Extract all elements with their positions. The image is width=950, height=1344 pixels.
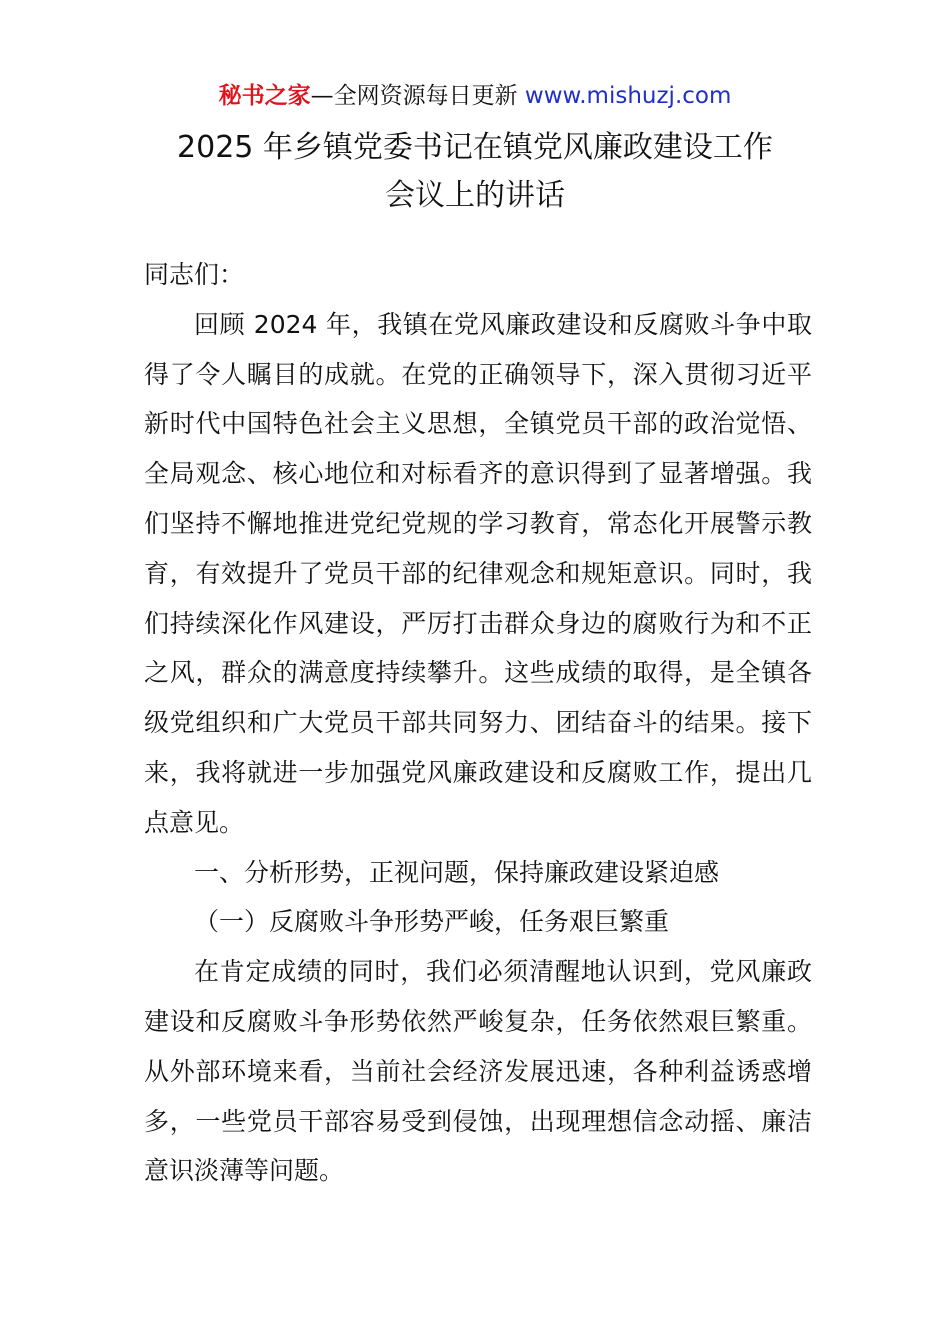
subsection-heading: （一）反腐败斗争形势严峻，任务艰巨繁重 [194, 907, 670, 937]
site-url[interactable]: www.mishuzj.com [524, 83, 732, 109]
brand-name: 秘书之家 [218, 83, 311, 109]
paragraph-situation: 在肯定成绩的同时，我们必须清醒地认识到，党风廉政建设和反腐败斗争形势依然严峻复杂，任务依然艰巨繁重。从外部环境来看，当前社会经济发展迅速，各种利益诱惑增多，一些党员干部容易受到侵蚀，出现理想信念动摇、廉洁意识淡薄等问题。 [144, 957, 812, 1186]
site-banner [0, 80, 950, 112]
document-body [144, 250, 812, 1196]
title-line-2: 会议上的讲话 [385, 178, 565, 213]
document-title [0, 124, 950, 220]
paragraph-intro: 回顾 2024 年，我镇在党风廉政建设和反腐败斗争中取得了令人瞩目的成就。在党的正确领导下，深入贯彻习近平新时代中国特色社会主义思想，全镇党员干部的政治觉悟、全局观念、核心地位和对标看齐的意识得到了显著增强。我们坚持不懈地推进党纪党规的学习教育，常态化开展警示教育，有效提升了党员干部的纪律观念和规矩意识。同时，我们持续深化作风建设，严厉打击群众身边的腐败行为和不正之风，群众的满意度持续攀升。这些成绩的取得，是全镇各级党组织和广大党员干部共同努力、团结奋斗的结果。接下来，我将就进一步加强党风廉政建设和反腐败工作，提出几点意见。 [144, 309, 812, 837]
greeting: 同志们： [144, 260, 245, 289]
title-line-1: 2025 年乡镇党委书记在镇党风廉政建设工作 [177, 130, 773, 165]
banner-tagline: —全网资源每日更新 [310, 83, 518, 109]
section-heading: 一、分析形势，正视问题，保持廉政建设紧迫感 [194, 857, 720, 887]
